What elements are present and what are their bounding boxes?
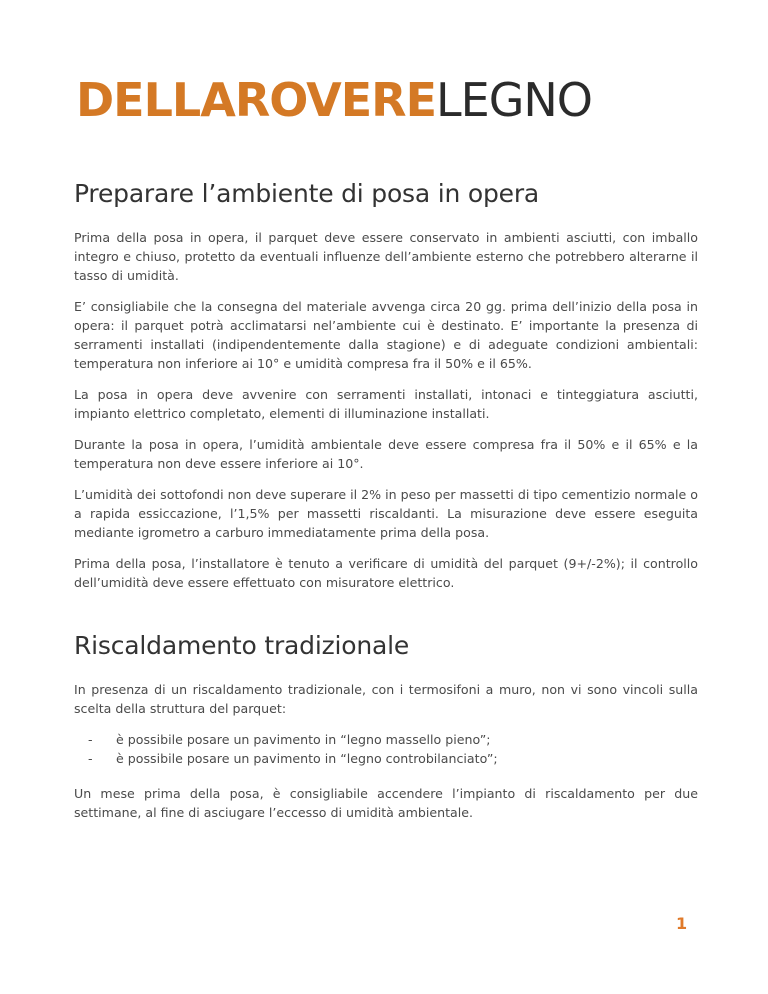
logo-text-legno: LEGNO — [436, 73, 592, 127]
paragraph: In presenza di un riscaldamento tradizionale, con i termosifoni a muro, non vi sono vincoli sulla scelta della struttura del parquet: — [74, 682, 698, 716]
page-number: 1 — [676, 914, 688, 933]
bullet-list — [74, 730, 698, 768]
dash-bullet: - — [88, 732, 93, 747]
dash-bullet: - — [88, 751, 93, 766]
paragraph: Prima della posa, l’installatore è tenuto a verificare di umidità del parquet (9+/-2%); il controllo dell’umidità deve essere effettuato con misuratore elettrico. — [74, 556, 698, 590]
paragraph: L’umidità dei sottofondi non deve superare il 2% in peso per massetti di tipo cementizio normale o a rapida essiccazione, l’1,5% per massetti riscaldanti. La misurazione deve essere eseguita mediante igrometro a carburo immediatamente prima della posa. — [74, 487, 698, 540]
paragraph: Durante la posa in opera, l’umidità ambientale deve essere compresa fra il 50% e il 65% e la temperatura non deve essere inferiore ai 10°. — [74, 437, 698, 471]
paragraph: Un mese prima della posa, è consigliabile accendere l’impianto di riscaldamento per due settimane, al fine di asciugare l’eccesso di umidità ambientale. — [74, 786, 698, 820]
paragraph: Prima della posa in opera, il parquet deve essere conservato in ambienti asciutti, con imballo integro e chiuso, protetto da eventuali influenze dell’ambiente esterno che potrebbero alterarne il tasso di umidità. — [74, 230, 698, 283]
document-body — [74, 178, 698, 834]
section-heading-riscaldamento: Riscaldamento tradizionale — [74, 631, 410, 660]
list-item-text: è possibile posare un pavimento in “legno massello pieno”; — [116, 732, 491, 747]
section-heading-preparare: Preparare l’ambiente di posa in opera — [74, 179, 540, 208]
paragraph: E’ consigliabile che la consegna del materiale avvenga circa 20 gg. prima dell’inizio della posa in opera: il parquet potrà acclimatarsi nel’ambiente cui è destinato. E’ importante la presenza di serramenti installati (indipendentemente dalla stagione) e di adeguate condizioni ambientali: temperatura non inferiore ai 10° e umidità compresa fra il 50% e il 65%. — [74, 299, 698, 371]
list-item-text: è possibile posare un pavimento in “legno controbilanciato”; — [116, 751, 498, 766]
brand-logo — [76, 68, 696, 132]
logo-text-dellarovere: DELLAROVERE — [76, 73, 436, 127]
list-item — [88, 730, 698, 749]
paragraph: La posa in opera deve avvenire con serramenti installati, intonaci e tinteggiatura asciutti, impianto elettrico completato, elementi di illuminazione installati. — [74, 387, 698, 421]
list-item — [88, 749, 698, 768]
